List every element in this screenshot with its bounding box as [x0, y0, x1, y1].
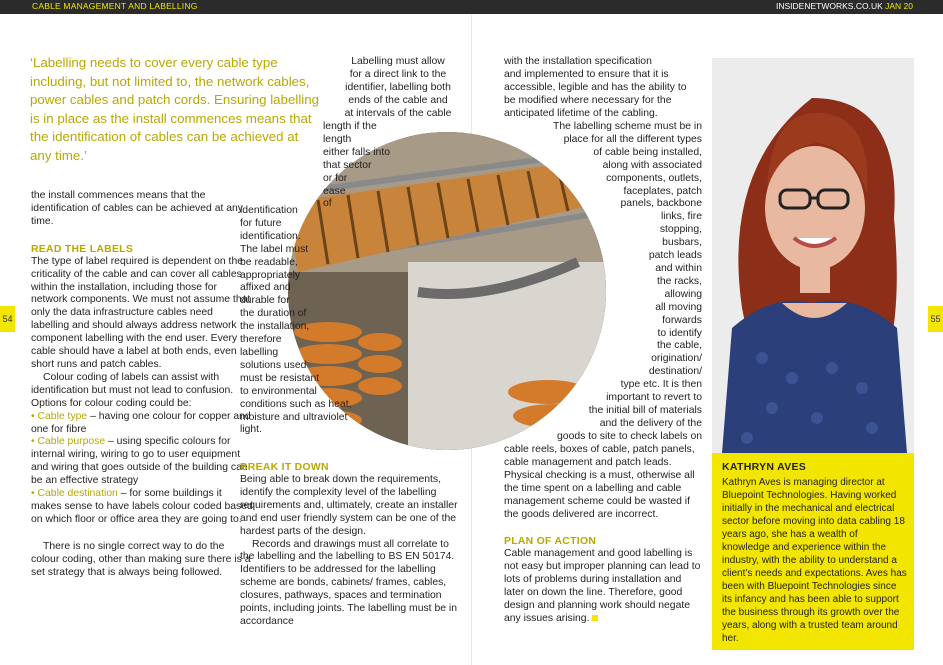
col2-mid-line: be readable,	[240, 256, 298, 268]
page-number-left: 54	[0, 306, 15, 332]
col3-wrap-line: busbars,	[662, 237, 702, 249]
col3-wrap-line: of cable being installed,	[593, 146, 702, 158]
col2-top-line: or for	[323, 172, 348, 184]
col3-wrap-line: origination/	[651, 353, 702, 365]
column-3-top	[504, 56, 704, 121]
col2-mid-line: therefore	[240, 334, 282, 346]
col3-wrap-line: place for all the different types	[563, 133, 702, 145]
column-2-top-narrow	[323, 121, 393, 211]
col2-mid-line: affixed and	[240, 282, 291, 294]
bullet-cable-purpose-label: • Cable purpose	[31, 436, 106, 448]
col3-wrap-line: type etc. It is then	[620, 379, 702, 391]
col3-wrap-line: important to revert to	[606, 392, 702, 404]
col2-top-line: either falls into	[323, 146, 390, 158]
col3-wrap-line: links, fire	[661, 211, 702, 223]
bullet-cable-purpose	[31, 436, 253, 488]
col2-top-line: Labelling must allow	[351, 56, 445, 67]
column-2-bottom	[240, 461, 462, 629]
col3-paragraph-2	[504, 548, 704, 625]
col3-wrap-line: stopping,	[659, 224, 702, 236]
col2-mid-line: durable for	[240, 295, 290, 307]
col2-mid-line: appropriately	[240, 269, 301, 281]
col2-top-line: length if the length	[323, 121, 377, 145]
portrait-illustration	[712, 58, 914, 453]
col2-mid-line: identification.	[240, 230, 301, 242]
col2-mid-line: moisture and ultraviolet	[240, 411, 348, 423]
col3-top-line: and implemented to ensure that it is	[504, 68, 669, 80]
col3-wrap-line: allowing	[664, 288, 702, 300]
heading-read-the-labels: READ THE LABELS	[31, 243, 134, 255]
col3-wrap-line: faceplates, patch	[623, 185, 702, 197]
col1-intro: the install commences means that the identification of cables can be achieved at any time.	[31, 190, 243, 227]
col2-mid-line: the duration of	[240, 308, 307, 320]
col3-wrap-line: The labelling scheme must be in	[552, 121, 702, 132]
author-bio	[722, 461, 908, 645]
end-mark-icon	[592, 615, 598, 621]
col3-wrap-line: forwards	[662, 314, 702, 326]
col2-top-line: for a direct link to the	[349, 68, 447, 80]
bullet-cable-type-text: – having one colour for copper and one for fibre	[31, 410, 251, 435]
col2-mid-line: The label must	[240, 243, 309, 255]
col3-wrap-line: goods to site to check labels on	[557, 430, 702, 442]
column-3-wrap	[504, 121, 702, 444]
col2-mid-line: labelling	[240, 346, 279, 358]
col3-top-line: with the installation specification	[504, 56, 652, 67]
column-2-top	[323, 56, 473, 121]
col2-mid-line: the installation,	[240, 321, 310, 333]
col2-top-line: ends of the cable and	[348, 94, 448, 106]
bullet-cable-purpose-text: – using specific colours for internal wiring, wiring to go to user equipment and wiring that goes outside of the building can be an effective strategy	[31, 436, 248, 487]
col2-top-line: that sector	[323, 159, 372, 171]
col2-top-line: of	[323, 198, 332, 210]
col2-mid-line: solutions used	[240, 359, 307, 371]
column-1	[31, 190, 253, 579]
site-name	[776, 1, 913, 11]
col2-mid-line: light.	[240, 424, 262, 436]
author-bio-text: Kathryn Aves is managing director at Bluepoint Technologies. Having worked initially in the mechanical and electrical sector before moving into data cabling 18 years ago, she has a wealth of knowledge and experience within the industry, with the ability to understand a client’s needs and expectations. Aves has been with Bluepoint Technologies since its infancy and has been able to support the business through its growth over the years, along with a trusted team around her.	[722, 477, 907, 644]
col3-wrap-line: the initial bill of materials	[588, 404, 702, 416]
col3-wrap-line: to identify	[657, 327, 702, 339]
col3-wrap-line: patch leads	[648, 250, 702, 262]
col1-paragraph-1: The type of label required is dependent on the criticality of the cable and can cover all cables within the installation, including those for network components. We must not assume that only the data infrastructure cables need labelling and should always address network component labelling with the end user. Every cable should have a label at both ends, even short runs and patch cables.	[31, 255, 251, 370]
col3-top-line: be modified where necessary for the	[504, 94, 672, 106]
col2-top-line: identifier, labelling both	[345, 81, 451, 93]
site-url: INSIDENETWORKS.CO.UK	[776, 1, 883, 11]
issue-date: JAN 20	[885, 1, 913, 11]
pull-quote: ‘Labelling needs to cover every cable type including, but not limited to, the network cables, power cables and patch cords. Ensuring labelling is in place as the install commences means that the identification of cables can be achieved at any time.’	[30, 55, 320, 163]
bullet-cable-type-label: • Cable type	[31, 410, 88, 422]
col3-wrap-line: the cable,	[656, 340, 702, 352]
col3-wrap-line: destination/	[648, 366, 702, 378]
col2-top-line: ease	[323, 185, 346, 197]
heading-plan-of-action: PLAN OF ACTION	[504, 536, 597, 548]
author-name: KATHRYN AVES	[722, 461, 807, 473]
col2-mid-line: must be resistant	[240, 372, 320, 384]
col2-mid-line: for future	[240, 217, 282, 229]
bullet-cable-destination	[31, 488, 253, 527]
col1-paragraph-3: There is no single correct way to do the colour coding, other than making sure there is a set strategy that is always being followed.	[31, 540, 251, 578]
author-portrait	[712, 58, 914, 453]
heading-break-it-down: BREAK IT DOWN	[240, 462, 329, 473]
col3-paragraph-rest: cable reels, boxes of cable, patch panels, cable management and patch leads. Physical checking is a must, otherwise all the time spent on a labelling and cable management scheme could be wasted if the goods delivered are incorrect.	[504, 444, 695, 520]
col2-paragraph-1: Being able to break down the requirements, identify the complexity level of the labelling requirements and, ultimately, create an installer and end user friendly system can be one of the hardest parts of the design.	[240, 474, 458, 537]
col3-wrap-line: all moving	[655, 301, 702, 313]
col3-wrap-line: components, outlets,	[606, 172, 702, 184]
header-bar	[0, 0, 943, 14]
page-number-right: 55	[928, 306, 943, 332]
col3-wrap-line: along with associated	[602, 159, 702, 171]
col3-wrap-line: the racks,	[656, 275, 702, 287]
author-bio-box	[712, 453, 914, 650]
col3-wrap-line: and the delivery of the	[599, 417, 702, 429]
col2-mid-line: to environmental	[240, 385, 317, 397]
column-2-mid	[240, 205, 390, 437]
bullet-cable-destination-text: – for some buildings it makes sense to have labels colour coded based on which floor or office area they are going to.	[31, 488, 253, 525]
col3-top-line: accessible, legible and has the ability to	[504, 81, 687, 93]
col2-mid-line: conditions such as heat,	[240, 398, 352, 410]
col1-paragraph-2: Colour coding of labels can assist with identification but must not lead to confusion. Options for colour coding could be:	[31, 371, 234, 409]
bullet-cable-type	[31, 411, 253, 437]
col3-wrap-line: and within	[655, 262, 702, 274]
col3-paragraph-2-text: Cable management and good labelling is not easy but improper planning can lead to lots of problems during installation and later on down the line. Therefore, good design and planning work should negate any issues arising.	[504, 548, 701, 624]
col3-wrap-line: panels, backbone	[620, 198, 702, 210]
section-title: CABLE MANAGEMENT AND LABELLING	[32, 1, 198, 11]
col3-top-line: anticipated lifetime of the cabling.	[504, 107, 658, 119]
bullet-cable-destination-label: • Cable destination	[31, 488, 118, 500]
col2-mid-line: identification	[240, 205, 298, 216]
column-3-bottom	[504, 444, 704, 626]
col2-top-line: at intervals of the cable	[344, 107, 452, 119]
col2-paragraph-2: Records and drawings must all correlate to the labelling and the labelling to BS EN 50174. Identifiers to be addressed for the labelling scheme are bonds, cabinets/ frames, cables, closures, pathways, spaces and termination points, including joints. The labelling must be in accordance	[240, 538, 457, 627]
